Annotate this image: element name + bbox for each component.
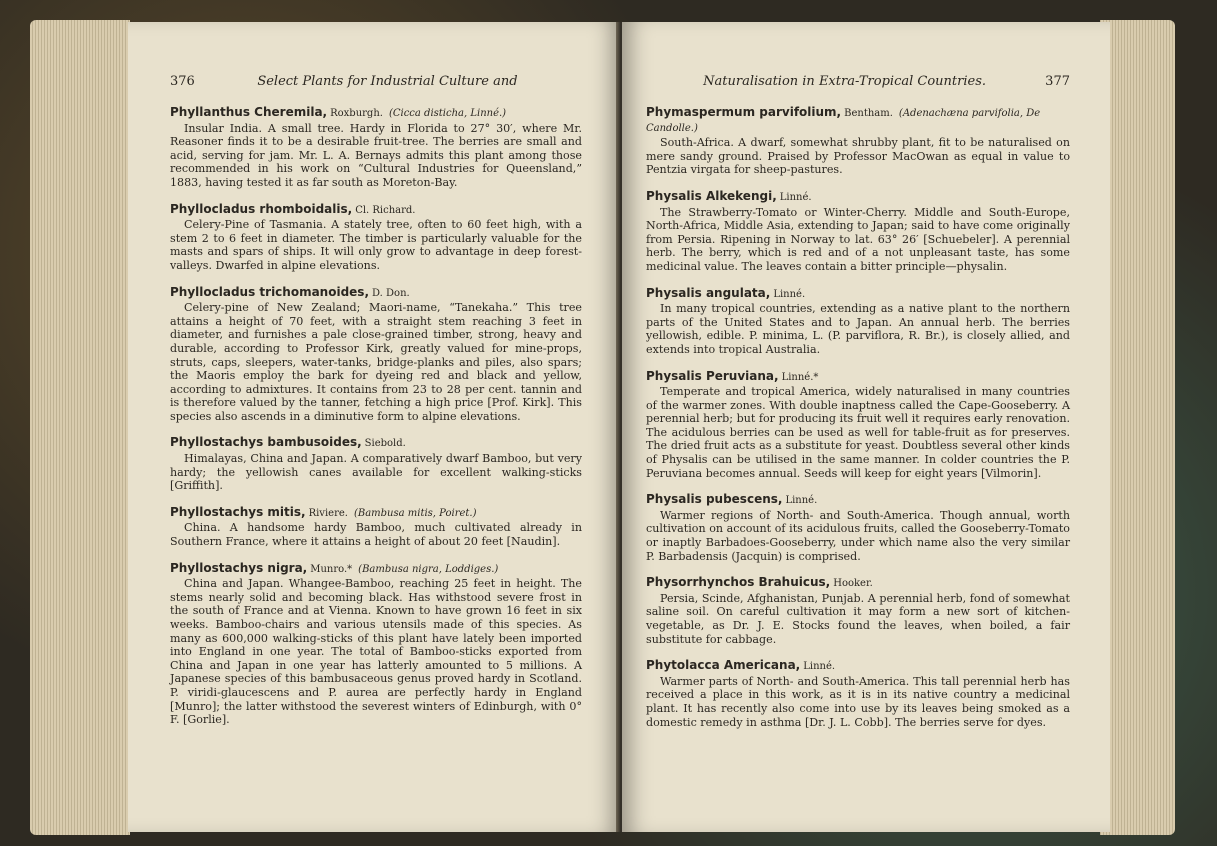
left-page: [128, 22, 620, 832]
right-page-content: [646, 106, 1070, 742]
entry-body: The Strawberry-Tomato or Winter-Cherry. Middle and South-Europe, North-Africa, Middle Asia, extending to Japan; said to have come originally from Persia. Ripening in Norway to lat. 63° 26′ [Schuebeler]. A perennial herb. The berry, which is red and of a not unpleasant taste, has some medicinal value. The leaves contain a bitter principle—physalin.: [646, 205, 1070, 273]
running-head: Naturalisation in Extra-Tropical Countries.: [703, 74, 987, 89]
entry-name: Phyllostachys nigra,: [170, 560, 308, 575]
entry-authority: D. Don.: [372, 287, 410, 299]
right-page: [622, 22, 1110, 832]
entry: [646, 106, 1070, 177]
entry: [170, 106, 582, 190]
entry: [170, 506, 582, 549]
entry-body: In many tropical countries, extending as a native plant to the northern parts of the United States and to Japan. An annual herb. The berries yellowish, edible. P. minima, L. (P. parviflora, R. Br.), is closely allied, and extends into tropical Australia.: [646, 302, 1070, 356]
entry-body: Insular India. A small tree. Hardy in Florida to 27° 30′, where Mr. Reasoner finds it to be a desirable fruit-tree. The berries are small and acid, serving for jam. Mr. L. A. Bernays admits this plant among those recommended in his work on “Cultural Industries for Queensland,” 1883, having tested it as far south as Moreton-Bay.: [170, 121, 582, 189]
entry-authority: Riviere.: [308, 507, 348, 519]
entry-body: China and Japan. Whangee-Bamboo, reaching 25 feet in height. The stems nearly solid and becoming black. Has withstood severe frost in the south of France and at Vienna. Known to have grown 16 feet in six weeks. Bamboo-chairs and various utensils made of this species. As many as 600,000 walking-sticks of this plant have lately been imported into England in one year. The total of Bamboo-sticks exported from China and Japan in one year has latterly amounted to 5 millions. A Japanese species of this bambusaceous genus proved hardy in Scotland. P. viridi-glaucescens and P. aurea are perfectly hardy in England [Munro]; the latter withstood the severest winters of Edinburgh, with 0° F. [Gorlie].: [170, 577, 582, 727]
entry-synonym: (Bambusa mitis, Poiret.): [353, 507, 477, 519]
entry-body: Warmer regions of North- and South-America. Though annual, worth cultivation on account of its acidulous fruits, called the Gooseberry-Tomato or inaptly Barbadoes-Gooseberry, under which name also the very similar P. Barbadensis (Jacquin) is comprised.: [646, 508, 1070, 563]
entry-authority: Munro.*: [310, 563, 353, 575]
entry-body: Celery-Pine of Tasmania. A stately tree, often to 60 feet high, with a stem 2 to 6 feet in diameter. The timber is particularly valuable for the masts and spars of ships. It will only grow to advantage in deep forest-valleys. Dwarfed in alpine elevations.: [170, 218, 582, 272]
left-page-content: [170, 106, 582, 740]
entry-authority: Linné.*: [781, 371, 819, 383]
entry: [170, 436, 582, 492]
entry-authority: Linné.: [803, 661, 836, 673]
entry-body: Celery-pine of New Zealand; Maori-name, “Tanekaha.” This tree attains a height of 70 feet, with a straight stem reaching 3 feet in diameter, and furnishes a pale close-grained timber, strong, heavy and durable, according to Professor Kirk, greatly valued for mine-props, struts, caps, sleepers, water-tanks, bridge-planks and piles, also spars; the Maoris employ the bark for dyeing red and black and yellow, according to admixtures. It contains from 23 to 28 per cent. tannin and is therefore valued by the tanner, fetching a high price [Prof. Kirk]. This species also ascends in a diminutive form to alpine elevations.: [170, 301, 582, 423]
entry-synonym: (Cicca disticha, Linné.): [388, 108, 507, 119]
entry-authority: Linné.: [785, 495, 818, 507]
entry-authority: Bentham.: [844, 108, 893, 119]
entry-name: Physalis Alkekengi,: [646, 188, 777, 203]
entry-authority: Linné.: [773, 288, 806, 300]
page-stack-right: [1100, 20, 1175, 835]
entry: [646, 287, 1070, 357]
entry-authority: Roxburgh.: [330, 108, 383, 119]
entry-body: Warmer parts of North- and South-America. This tall perennial herb has received a place in this work, as it is in its native country a medicinal plant. It has recently also come into use by its leaves being smoked as a domestic remedy in asthma [Dr. J. L. Cobb]. The berries serve for dyes.: [646, 674, 1070, 729]
entry: [170, 562, 582, 727]
entry: [646, 493, 1070, 563]
entry: [646, 370, 1070, 481]
entry-synonym: (Bambusa nigra, Loddiges.): [358, 563, 499, 575]
entry-name: Phyllostachys mitis,: [170, 504, 306, 519]
entry-name: Phytolacca Americana,: [646, 658, 801, 673]
page-stack-left: [30, 20, 130, 835]
entry: [170, 286, 582, 424]
entry-name: Physorrhynchos Brahuicus,: [646, 575, 831, 590]
entry: [646, 576, 1070, 646]
entry: [170, 203, 582, 273]
entry-authority: Cl. Richard.: [355, 204, 416, 216]
entry-authority: Linné.: [779, 191, 812, 203]
right-page-header: [644, 74, 1070, 89]
entry-name: Physalis angulata,: [646, 285, 771, 300]
entry-name: Phyllocladus trichomanoides,: [170, 284, 370, 299]
entry-body: South-Africa. A dwarf, somewhat shrubby plant, fit to be naturalised on mere sandy ground. Praised by Professor MacOwan as equal in value to Pentzia virgata for sheep-pastures.: [646, 136, 1070, 177]
entry-name: Phyllostachys bambusoides,: [170, 435, 362, 450]
page-number: 377: [1045, 74, 1070, 89]
entry-name: Phyllocladus rhomboidalis,: [170, 201, 353, 216]
entry-name: Physalis pubescens,: [646, 492, 783, 507]
entry-body: Temperate and tropical America, widely naturalised in many countries of the warmer zones. With double inaptness called the Cape-Gooseberry. A perennial herb; but for producing its fruit well it requires early renovation. The acidulous berries can be used as well for table-fruit as for preserves. The dried fruit acts as a substitute for yeast. Doubtless several other kinds of Physalis can be utilised in the same manner. In colder countries the P. Peruviana becomes annual. Seeds will keep for eight years [Vilmorin].: [646, 385, 1070, 480]
entry-name: Phymaspermum parvifolium,: [646, 105, 842, 119]
running-head: Select Plants for Industrial Culture and: [257, 74, 518, 89]
entry-body: Persia, Scinde, Afghanistan, Punjab. A perennial herb, fond of somewhat saline soil. On careful cultivation it may form a new sort of kitchen-vegetable, as Dr. J. E. Stocks found the leaves, when boiled, a fair substitute for cabbage.: [646, 591, 1070, 646]
left-page-header: [170, 74, 580, 89]
entry-name: Phyllanthus Cheremila,: [170, 105, 328, 119]
entry-authority: Hooker.: [833, 578, 873, 590]
page-number: 376: [170, 74, 195, 89]
entry: [646, 190, 1070, 274]
entry-body: Himalayas, China and Japan. A comparatively dwarf Bamboo, but very hardy; the yellowish canes available for excellent walking-sticks [Griffith].: [170, 452, 582, 493]
entry-name: Physalis Peruviana,: [646, 368, 779, 383]
entry: [646, 659, 1070, 729]
entry-synonym: (Adenachæna parvifolia, De Candolle.): [646, 108, 1041, 134]
entry-authority: Siebold.: [364, 438, 406, 450]
entry-body: China. A handsome hardy Bamboo, much cultivated already in Southern France, where it attains a height of about 20 feet [Naudin].: [170, 521, 582, 549]
